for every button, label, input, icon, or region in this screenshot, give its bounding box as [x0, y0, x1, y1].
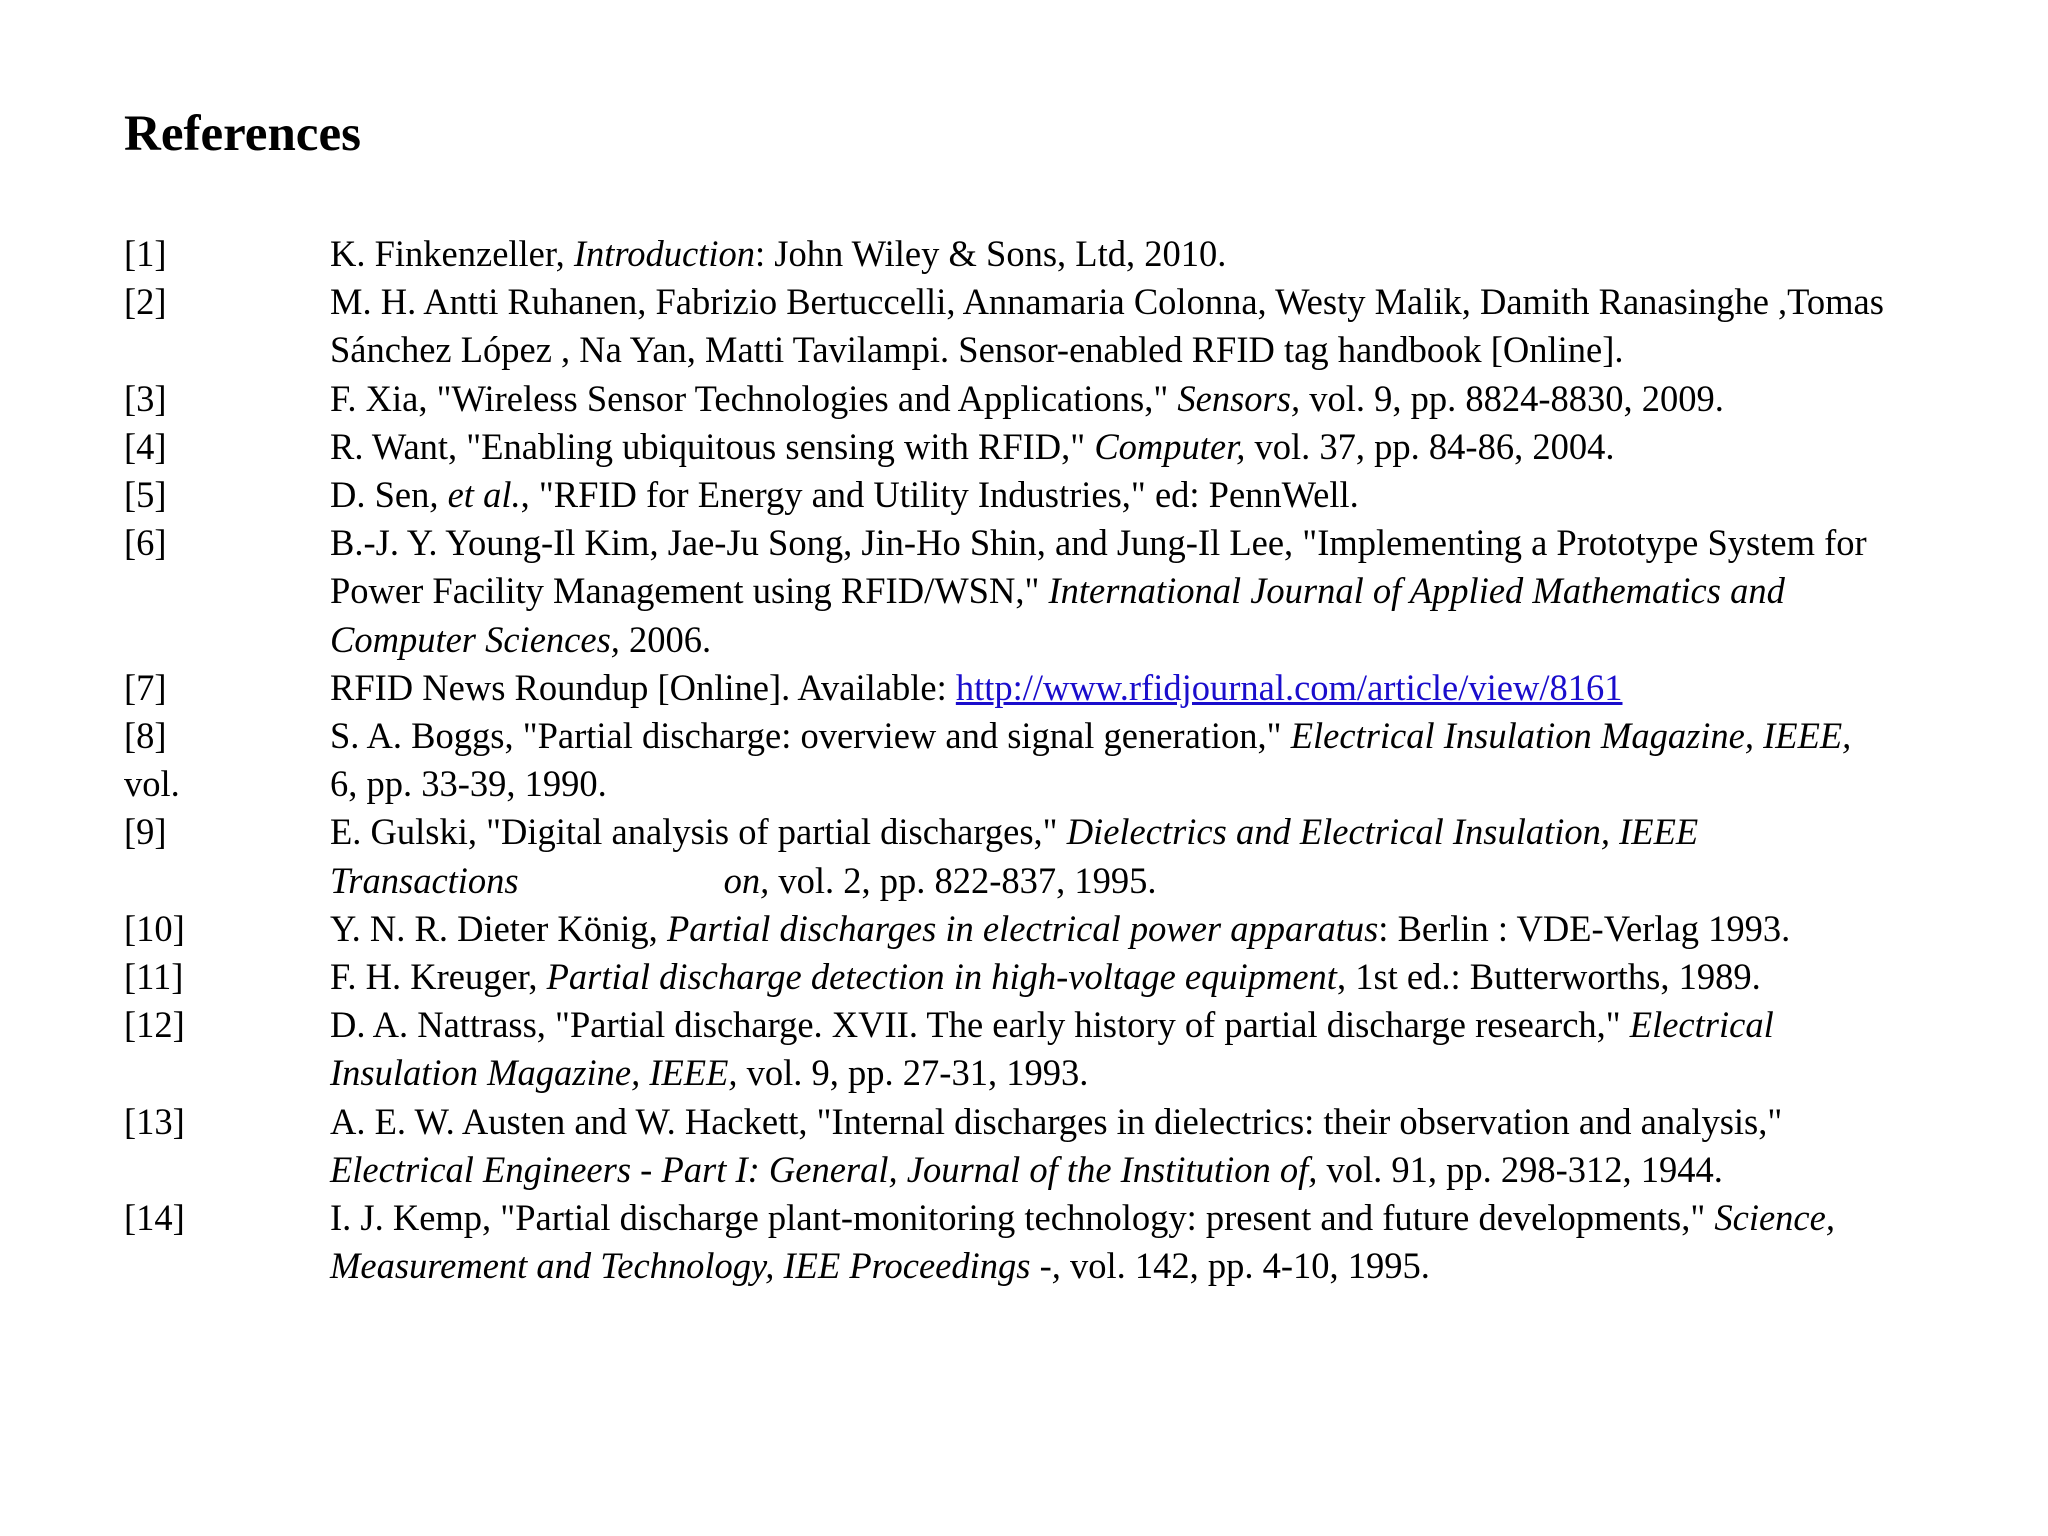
reference-line — [330, 471, 2048, 519]
reference-segment: , "RFID for Energy and Utility Industries," ed: PennWell. — [520, 474, 1359, 516]
reference-line: A. E. W. Austen and W. Hackett, "Internal discharges in dielectrics: their observation and analysis," — [330, 1100, 1783, 1142]
reference-number: [3] — [124, 377, 167, 419]
reference-title: Partial discharge detection in high-voltage equipment — [546, 956, 1337, 998]
reference-journal: Computer Sciences, — [330, 618, 620, 660]
reference-line — [330, 1146, 2048, 1194]
reference-line — [330, 1001, 2048, 1049]
reference-segment: K. Finkenzeller, — [330, 233, 574, 274]
reference-line — [330, 375, 2048, 423]
reference-segment: D. A. Nattrass, "Partial discharge. XVII. The early history of partial discharge research," — [330, 1004, 1630, 1046]
reference-text — [330, 664, 2048, 712]
reference-text — [330, 1194, 2048, 1290]
reference-item — [124, 1194, 2048, 1290]
reference-text — [330, 1001, 2048, 1097]
reference-url-link[interactable]: http://www.rfidjournal.com/article/view/8161 — [955, 666, 1623, 708]
reference-number: [13] — [124, 1100, 185, 1142]
reference-segment: : Berlin : VDE-Verlag 1993. — [1378, 907, 1791, 949]
reference-line: Sánchez López , Na Yan, Matti Tavilampi. Sensor-enabled RFID tag handbook [Online]. — [330, 329, 1624, 371]
reference-journal: Transactions — [330, 859, 519, 901]
reference-number: [1] — [124, 233, 167, 274]
reference-text — [330, 808, 2048, 904]
reference-number: [9] — [124, 811, 167, 853]
reference-segment: vol. 37, pp. 84-86, 2004. — [1245, 425, 1615, 467]
reference-title: Introduction — [573, 233, 755, 274]
reference-line — [330, 423, 2048, 471]
reference-text — [330, 423, 2048, 471]
reference-number: [2] — [124, 281, 167, 323]
reference-title: Partial discharges in electrical power apparatus — [666, 907, 1379, 949]
reference-line — [330, 1242, 2048, 1290]
reference-segment: vol. 9, pp. 27-31, 1993. — [737, 1052, 1089, 1094]
reference-text — [330, 953, 2048, 1001]
reference-journal: Insulation Magazine, IEEE, — [330, 1052, 738, 1094]
reference-number: [14] — [124, 1197, 185, 1239]
reference-item — [124, 1001, 2048, 1097]
reference-segment: vol. 91, pp. 298-312, 1944. — [1317, 1148, 1723, 1190]
reference-number: [12] — [124, 1004, 185, 1046]
reference-item — [124, 712, 2048, 808]
reference-journal: on, — [723, 859, 770, 901]
reference-line: M. H. Antti Ruhanen, Fabrizio Bertuccelli, Annamaria Colonna, Westy Malik, Damith Ranasinghe ,Tomas — [330, 281, 1884, 323]
reference-line — [330, 230, 2048, 278]
reference-line — [330, 808, 2048, 856]
reference-item — [124, 664, 2048, 712]
reference-segment: I. J. Kemp, "Partial discharge plant-monitoring technology: present and future developments," — [330, 1197, 1715, 1239]
reference-number: [4] — [124, 425, 167, 467]
reference-item — [124, 808, 2048, 904]
reference-number: [7] — [124, 666, 167, 708]
reference-journal: Science, — [1714, 1197, 1835, 1239]
reference-etal: , et al. — [429, 474, 521, 516]
reference-item — [124, 278, 2048, 374]
reference-number: [5] — [124, 474, 167, 516]
reference-item — [124, 471, 2048, 519]
reference-segment: E. Gulski, "Digital analysis of partial discharges," — [330, 811, 1067, 853]
reference-journal: Electrical Insulation Magazine, IEEE, — [1290, 715, 1852, 757]
reference-segment: vol. 2, pp. 822-837, 1995. — [769, 859, 1157, 901]
reference-line — [330, 1194, 2048, 1242]
reference-line — [330, 857, 2048, 905]
reference-text — [330, 1098, 2048, 1194]
reference-line — [330, 953, 2048, 1001]
reference-item — [124, 423, 2048, 471]
page-title: References — [124, 106, 361, 162]
reference-line — [330, 1049, 2048, 1097]
reference-number: [6] — [124, 522, 167, 564]
reference-text — [330, 278, 2048, 374]
reference-number-overflow: vol. — [124, 763, 180, 805]
reference-text — [330, 712, 2048, 808]
reference-journal: Computer, — [1094, 425, 1246, 467]
reference-journal: Dielectrics and Electrical Insulation, IEEE — [1066, 811, 1699, 853]
reference-line — [330, 712, 2048, 760]
reference-item — [124, 230, 2048, 278]
reference-segment: , 1st ed.: Butterworths, 1989. — [1336, 956, 1761, 998]
reference-segment: RFID News Roundup [Online]. Available: — [330, 666, 956, 708]
reference-segment: vol. 9, pp. 8824-8830, 2009. — [1300, 377, 1724, 419]
reference-text — [330, 230, 2048, 278]
reference-line — [330, 616, 2048, 664]
reference-journal: International Journal of Applied Mathematics and — [1048, 570, 1785, 612]
reference-segment: R. Want, "Enabling ubiquitous sensing with RFID," — [330, 425, 1095, 467]
reference-segment: vol. 142, pp. 4-10, 1995. — [1060, 1245, 1430, 1287]
reference-journal: Electrical Engineers - Part I: General, Journal of the Institution of, — [330, 1148, 1318, 1190]
reference-segment: 2006. — [619, 618, 712, 660]
reference-item — [124, 375, 2048, 423]
reference-text — [330, 519, 2048, 664]
reference-segment: F. Xia, "Wireless Sensor Technologies and Applications," — [330, 377, 1178, 419]
reference-line — [330, 664, 2048, 712]
reference-segment: D. Sen — [330, 474, 430, 516]
reference-number: [11] — [124, 956, 184, 998]
reference-item — [124, 953, 2048, 1001]
reference-item — [124, 1098, 2048, 1194]
reference-line — [330, 567, 2048, 615]
reference-segment: Y. N. R. Dieter König, — [330, 907, 667, 949]
reference-item — [124, 905, 2048, 953]
reference-list — [124, 230, 2048, 1290]
reference-segment: S. A. Boggs, "Partial discharge: overview and signal generation," — [330, 715, 1291, 757]
reference-segment: : John Wiley & Sons, Ltd, 2010. — [754, 233, 1227, 274]
reference-line — [330, 905, 2048, 953]
reference-journal: Measurement and Technology, IEE Proceedings -, — [330, 1245, 1061, 1287]
reference-number — [124, 712, 330, 808]
reference-segment: Power Facility Management using RFID/WSN," — [330, 570, 1049, 612]
reference-text — [330, 471, 2048, 519]
reference-text — [330, 905, 2048, 953]
reference-line: B.-J. Y. Young-Il Kim, Jae-Ju Song, Jin-Ho Shin, and Jung-Il Lee, "Implementing a Prototype System for — [330, 522, 1867, 564]
reference-text — [330, 375, 2048, 423]
reference-number-label: [8] — [124, 715, 167, 757]
reference-line: 6, pp. 33-39, 1990. — [330, 763, 607, 805]
reference-journal: Sensors, — [1177, 377, 1301, 419]
reference-segment: F. H. Kreuger, — [330, 956, 547, 998]
reference-journal: Electrical — [1629, 1004, 1774, 1046]
reference-item — [124, 519, 2048, 664]
reference-number: [10] — [124, 907, 185, 949]
